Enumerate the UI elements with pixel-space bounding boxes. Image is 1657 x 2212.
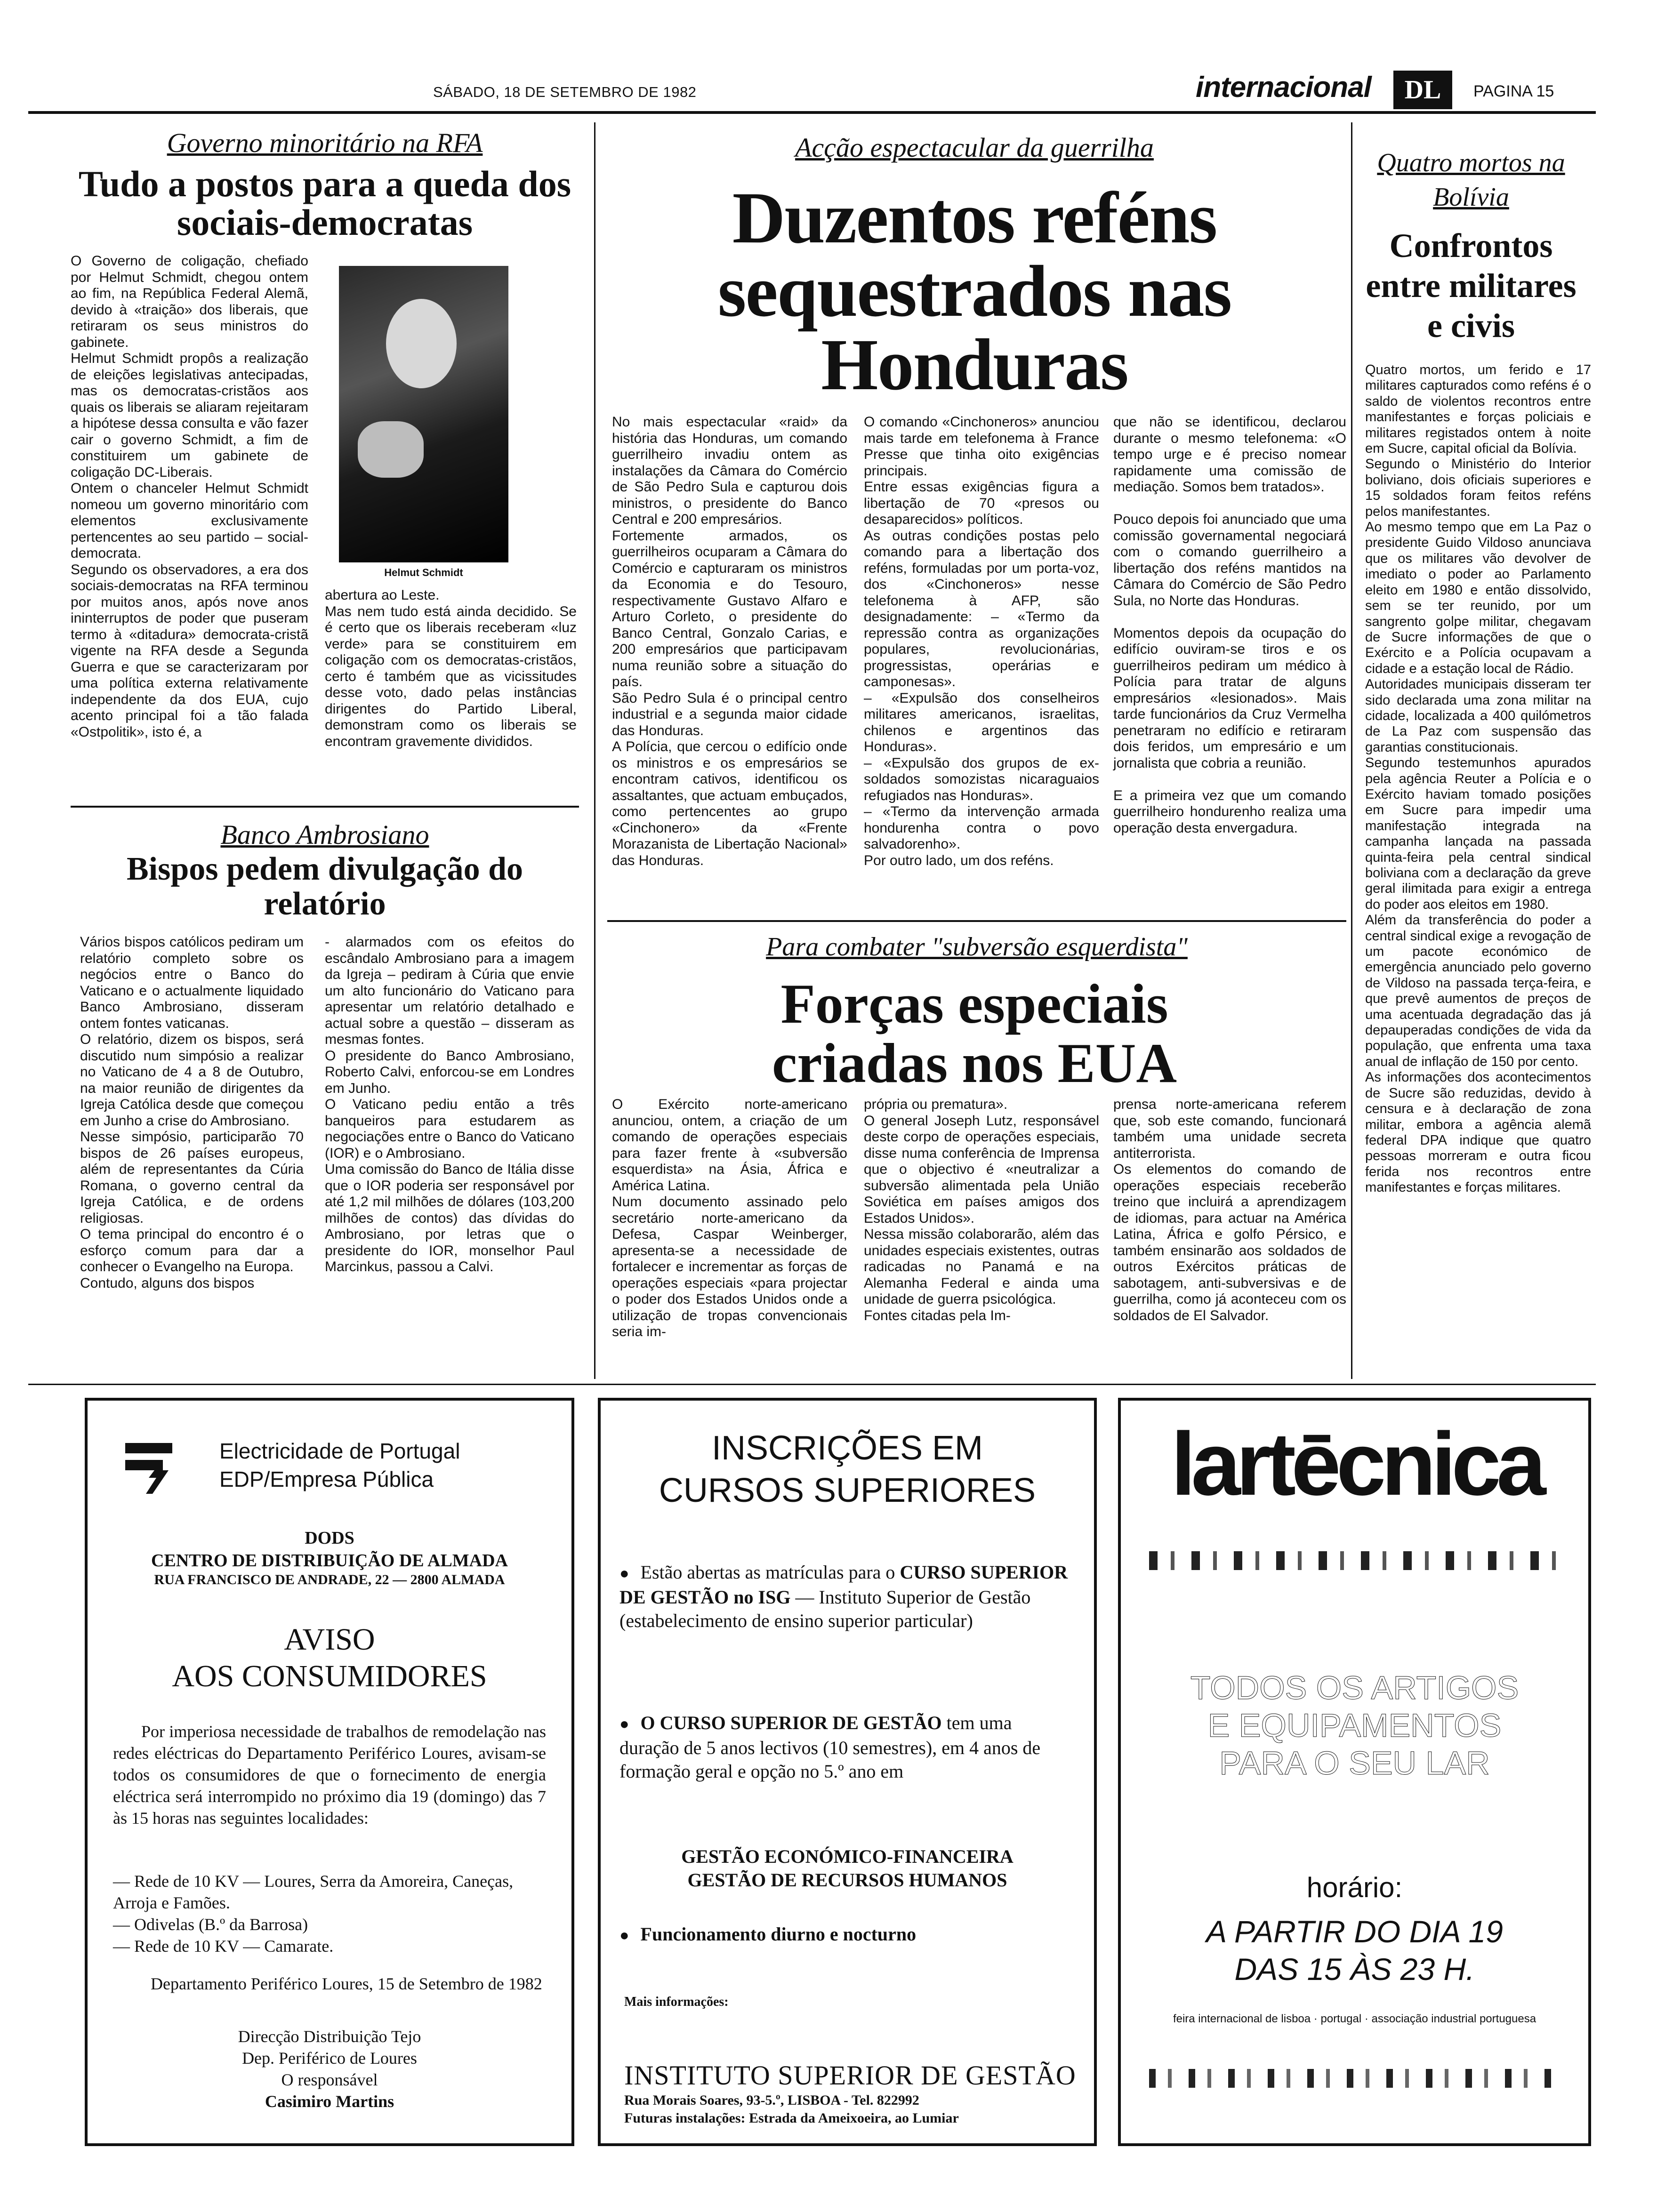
edp-sign-1: Direcção Distribuição Tejo: [238, 2027, 421, 2046]
photo-face-shape: [386, 299, 457, 388]
rfa-body-col1: O Governo de coligação, chefiado por Helmut Schmidt, chegou ontem ao fim, na República Federal Alemã, devido à «traição» dos liberais, que retiraram os seus ministros do gabinete. Helmut Schmidt propôs a realização de eleições legislativas antecipadas, mas os democratas-cristãos aos quais os liberais se aliaram rejeitaram a hipótese dessa consulta e vão fazer cair o governo Schmidt, a fim de constituirem um gabinete de coligação DC-Liberais. Ontem o chanceler Helmut Schmidt nomeou um governo minoritário com elementos exclusivamente pertencentes ao seu partido – social-democrata. Segundo os observadores, a era dos sociais-democratas na RFA terminou por muitos anos, após nove anos ininterruptos de poder que puseram termo à «ditadura» democrata-cristã vigente na RFA desde a Segunda Guerra e que se caracterizaram por uma política externa relativamente independente da dos EUA, cujo acento principal foi a tão falada «Ostpolitik», isto é, a: [71, 253, 308, 740]
lartecnica-hours-1: A PARTIR DO DIA 19: [1206, 1914, 1503, 1949]
isg-bullet-3: [619, 1923, 1071, 1945]
ad-isg: [598, 1398, 1097, 2146]
isg-bullet-3-text: Funcionamento diurno e nocturno: [640, 1923, 917, 1945]
rfa-body-col2: abertura ao Leste. Mas nem tudo está ainda decidido. Se é certo que os liberais receberam «luz verde» para se constituirem em coligação com os democratas-cristãos, certo é também que as vicissitudes desse voto, dado pelas instâncias dirigentes do Partido Liberal, demonstram como os liberais se encontram gravemente divididos.: [325, 587, 577, 749]
lartecnica-footer: feira internacional de lisboa · portugal · associação industrial portuguesa: [1173, 2012, 1536, 2025]
edp-dept: DODS: [305, 1528, 354, 1548]
banco-body-col1: Vários bispos católicos pediram um relatório completo sobre os negócios entre o Banco do Vaticano e o actualmente liquidado Banco Ambrosiano, disseram ontem fontes vaticanas. O relatório, dizem os bispos, será discutido num simpósio a realizar no Vaticano de 4 a 8 de Outubro, na maior reunião de dirigentes da Igreja Católica desde que começou em Junho a crise do Ambrosiano. Nesse simpósio, participarão 70 bispos de 26 países europeus, além de representantes da Cúria Romana, o governo central da Igreja Católica, e de ordens religiosas. O tema principal do encontro é o esforço comum para dar a conhecer o Evangelho na Europa. Contudo, alguns dos bispos: [80, 934, 304, 1291]
isg-bullet-1-pre: Estão abertas as matrículas para o: [640, 1562, 900, 1583]
edp-company-line2: EDP/Empresa Pública: [219, 1467, 434, 1491]
eua-kicker: Para combater "subversão esquerdista": [766, 932, 1188, 962]
honduras-kicker: Acção espectacular da guerrilha: [795, 132, 1154, 163]
column-divider-left: [594, 122, 595, 1379]
eua-body-col2: própria ou prematura». O general Joseph Lutz, responsável deste corpo de operações especiais, disse numa conferência de Imprensa que o objectivo é «neutralizar a subversão alimentada pela União Soviética em países amigos dos Estados Unidos». Nessa missão colaborarão, além das unidades especiais existentes, outras radicadas no Panamá e na Alemanha Federal e ainda uma unidade de guerra psicológica. Fontes citadas pela Im-: [864, 1097, 1099, 1323]
edp-company-line1: Electricidade de Portugal: [219, 1439, 460, 1463]
banco-body-col2: - alarmados com os efeitos do escândalo Ambrosiano para a imagem da Igreja – pediram à Cúria que envie um alto funcionário do Vaticano para apresentar um relatório detalhado e actual sobre a questão – disseram as mesmas fontes. O presidente do Banco Ambrosiano, Roberto Calvi, enforcou-se em Londres em Junho. O Vaticano pediu então a três banqueiros para estudarem as negociações entre o Banco do Vaticano (IOR) e o Ambrosiano. Uma comissão do Banco de Itália disse que o IOR poderia ser responsável por até 1,2 mil milhões de dólares (103,200 milhões de contos) das dívidas do Ambrosiano, por letras que o presidente do IOR, monselhor Paul Marcinkus, passou a Calvi.: [325, 934, 574, 1274]
isg-bullet-1: [619, 1561, 1071, 1633]
isg-title-line1: INSCRIÇÕES EM: [711, 1429, 983, 1467]
edp-center: CENTRO DE DISTRIBUIÇÃO DE ALMADA: [151, 1551, 508, 1571]
isg-institute: INSTITUTO SUPERIOR DE GESTÃO: [624, 2060, 1076, 2091]
isg-bullet-2-post: tem uma duração de 5 anos lectivos (10 semestres), em 4 anos de formação geral e opção no 5.º ano em: [619, 1712, 1041, 1782]
honduras-bottom-rule: [607, 920, 1346, 922]
banco-kicker: Banco Ambrosiano: [220, 819, 429, 850]
honduras-body-col2: O comando «Cinchoneros» anunciou mais tarde em telefonema à France Presse que tinha oito exigências principais. Entre essas exigências figura a libertação de 70 «presos ou desaparecidos» políticos. As outras condições postas pelo comando para a libertação dos reféns, formuladas por um porta-voz, dos «Cinchoneros» nesse telefonema à AFP, são designadamente: – «Termo da repressão contra as organizações populares, revolucionárias, progressistas, operárias e camponesas». – «Expulsão dos conselheiros militares americanos, israelitas, chilenos e argentinos das Honduras». – «Expulsão dos grupos de ex-soldados somozistas nicaraguaios refugiados nas Honduras». – «Termo da intervenção armada hondurenha contra o povo salvadorenho». Por outro lado, um dos reféns.: [864, 414, 1099, 868]
header-rule: [28, 111, 1596, 114]
decorative-pattern-top: [1149, 1551, 1563, 1570]
bolivia-body: Quatro mortos, um ferido e 17 militares capturados como reféns é o saldo de violentos recontros entre manifestantes e forças policiais e militares registados ontem à noite em Sucre, capital oficial da Bolívia. Segundo o Ministério do Interior boliviano, dois oficiais superiores e 15 soldados foram feitos reféns pelos manifestantes. Ao mesmo tempo que em La Paz o presidente Guido Vildoso anunciava que os militares vão devolver de imediato o poder ao Parlamento eleito em 1980 e então dissolvido, sem se ter reunido, por um sangrento golpe militar, chegavam de Sucre informações de que o Exército e a Polícia ocupavam a cidade e a estação local de Rádio. Autoridades municipais disseram ter sido declarada uma zona militar na cidade, localizada a 400 quilómetros de La Paz com suspensão das garantias constitucionais. Segundo testemunhos apurados pela agência Reuter a Polícia e o Exército haviam tomado posições em Sucre para impedir uma manifestação integrada na campanha lançada na passada quinta-feira pela central sindical boliviana com a declaração da greve geral ilimitada para exigir a entrega do poder aos eleitos em 1980. Além da transferência do poder a central sindical exige a revogação de um pacote económico de emergência anunciado pelo governo de Vildoso na passada terça-feira, e que prevê aumentos de preços de uma acentuada degradação das já depauperadas condições de vida da população, que enfrenta uma taxa anual de inflação de 150 por cento. As informações dos acontecimentos de Sucre são reduzidas, devido à censura e à declaração de zona militar, embora a agência alemã federal DPA indique que quatro pessoas morreram e outra ficou ferida nos recontros entre manifestantes e forças militares.: [1365, 362, 1591, 1195]
bolivia-title: Confrontos entre militares e civis: [1366, 227, 1577, 345]
isg-more-info: Mais informações:: [624, 1995, 729, 2009]
isg-title-line2: CURSOS SUPERIORES: [659, 1472, 1036, 1509]
lartecnica-tag-2: E EQUIPAMENTOS: [1207, 1707, 1502, 1744]
bolivia-kicker: Quatro mortos na Bolívia: [1377, 148, 1565, 212]
rfa-bottom-rule: [71, 806, 579, 808]
page-number: PAGINA 15: [1473, 82, 1554, 100]
edp-sign-3: O responsável: [281, 2070, 378, 2089]
edp-item-2: — Odivelas (B.º da Barrosa): [113, 1915, 308, 1934]
isg-address: Rua Morais Soares, 93-5.º, LISBOA - Tel. 822992: [624, 2092, 919, 2108]
eua-body-col1: O Exército norte-americano anunciou, ontem, a criação de um comando de operações especiais para fazer frente à «subversão esquerdista» na Ásia, África e América Latina. Num documento assinado pelo secretário norte-americano da Defesa, Caspar Weinberger, apresenta-se a necessidade de fortalecer e incrementar as forças de operações especiais «para projectar o poder dos Estados Unidos onde a utilização de tropas convencionais seria im-: [612, 1097, 847, 1339]
lartecnica-hours-label: horário:: [1306, 1872, 1403, 1903]
lartecnica-brand: lartēcnica: [1171, 1414, 1542, 1514]
isg-bullet-2: [619, 1711, 1071, 1783]
decorative-pattern-bottom: [1149, 2069, 1563, 2088]
column-divider-right: [1351, 122, 1352, 1379]
eua-title: Forças especiais criadas nos EUA: [772, 972, 1177, 1094]
newspaper-logo-icon: [1393, 71, 1452, 109]
edp-title-line2: AOS CONSUMIDORES: [172, 1659, 487, 1693]
helmut-schmidt-photo: [339, 266, 508, 562]
edp-logo-icon: [125, 1438, 177, 1495]
edp-address: RUA FRANCISCO DE ANDRADE, 22 — 2800 ALMADA: [154, 1572, 505, 1587]
ad-edp: [85, 1398, 574, 2146]
honduras-title: Duzentos reféns sequestrados nas Honduras: [717, 177, 1231, 405]
honduras-body-col1: No mais espectacular «raid» da história das Honduras, um comando guerrilheiro invadiu ontem as instalações da Câmara do Comércio de São Pedro Sula e capturou dois ministros, o presidente do Banco Central e 200 empresários. Fortemente armados, os guerrilheiros ocuparam a Câmara do Comércio e capturaram os ministros da Economia e do Tesouro, respectivamente Gustavo Alfaro e Arturo Corleto, o presidente do Banco Central, Gonzalo Carias, e 200 empresários que participavam numa reunião sobre a situação do país. São Pedro Sula é o principal centro industrial e a segunda maior cidade das Honduras. A Polícia, que cercou o edifício onde os ministros e os empresários se encontram cativos, identificou os assaltantes, que actuam embuçados, como pertencentes ao grupo «Cinchonero» da «Frente Morazanista de Libertação Nacional» das Honduras.: [612, 414, 847, 868]
ads-top-rule: [28, 1384, 1596, 1385]
eua-body-col3: prensa norte-americana referem que, sob este comando, funcionará também uma unidade secreta antiterrorista. Os elementos do comando de operações especiais receberão treino que incluirá a aprendizagem de idiomas, para actuar na América Latina, África e golfo Pérsico, e também ensinarão aos soldados de outros Exércitos práticas de sabotagem, anti-subversivas e de guerrilha, como já aconteceu com os soldados de El Salvador.: [1113, 1097, 1346, 1323]
honduras-body-col3: que não se identificou, declarou durante o mesmo telefonema: «O tempo urge e é preciso nomear rapidamente uma comissão de mediação. Somos bem tratados». Pouco depois foi anunciado que uma comissão governamental negociará com o comando guerrilheiro a libertação dos reféns mantidos na Câmara do Comércio de São Pedro Sula, no Norte das Honduras. Momentos depois da ocupação do edifício ouviram-se tiros e os guerrilheiros pediram um médico à Polícia para tratar de alguns empresários «lesionados». Mais tarde funcionários da Cruz Vermelha penetraram no edifício e retiraram dois feridos, um empresário e um jornalista que cobria a reunião. E a primeira vez que um comando guerrilheiro hondurenho realiza uma operação desta envergadura.: [1113, 414, 1346, 836]
edp-date-line: Departamento Periférico Loures, 15 de Setembro de 1982: [151, 1974, 542, 1993]
edp-title-line1: AVISO: [284, 1622, 375, 1657]
edp-sign-4: Casimiro Martins: [265, 2092, 394, 2111]
isg-spec-1: GESTÃO ECONÓMICO-FINANCEIRA: [681, 1846, 1014, 1867]
isg-spec-2: GESTÃO DE RECURSOS HUMANOS: [687, 1869, 1007, 1891]
rfa-kicker: Governo minoritário na RFA: [167, 128, 483, 158]
lartecnica-tag-3: PARA O SEU LAR: [1219, 1745, 1490, 1781]
section-label: internacional: [1196, 71, 1371, 104]
header-date: SÁBADO, 18 DE SETEMBRO DE 1982: [433, 84, 697, 100]
logo-text: DL: [1404, 75, 1441, 104]
banco-title: Bispos pedem divulgação do relatório: [126, 851, 523, 922]
isg-bullet-1-post: — Instituto Superior de Gestão (estabelecimento de ensino superior particular): [619, 1587, 1031, 1631]
isg-bullet-1-bold: CURSO SUPERIOR DE GESTÃO no ISG: [619, 1562, 1068, 1608]
isg-bullet-2-bold: O CURSO SUPERIOR DE GESTÃO: [640, 1712, 942, 1733]
edp-sign-2: Dep. Periférico de Loures: [242, 2049, 417, 2068]
edp-body: Por imperiosa necessidade de trabalhos de remodelação nas redes eléctricas do Departamento Periférico Loures, avisam-se todos os consumidores de que o fornecimento de energia eléctrica será interrompido no próximo dia 19 (domingo) das 7 às 15 horas nas seguintes localidades:: [113, 1722, 546, 1827]
edp-item-3: — Rede de 10 KV — Camarate.: [113, 1937, 334, 1956]
photo-caption: Helmut Schmidt: [384, 567, 463, 578]
lartecnica-tag-1: TODOS OS ARTIGOS: [1190, 1669, 1519, 1706]
ad-lartecnica: [1118, 1398, 1591, 2146]
isg-future: Futuras instalações: Estrada da Ameixoeira, ao Lumiar: [624, 2110, 959, 2126]
photo-hand-shape: [358, 421, 424, 478]
edp-item-1: — Rede de 10 KV — Loures, Serra da Amoreira, Caneças, Arroja e Famões.: [113, 1872, 514, 1912]
rfa-title: Tudo a postos para a queda dos sociais-democratas: [78, 163, 571, 243]
lartecnica-hours-2: DAS 15 ÀS 23 H.: [1234, 1952, 1475, 1987]
